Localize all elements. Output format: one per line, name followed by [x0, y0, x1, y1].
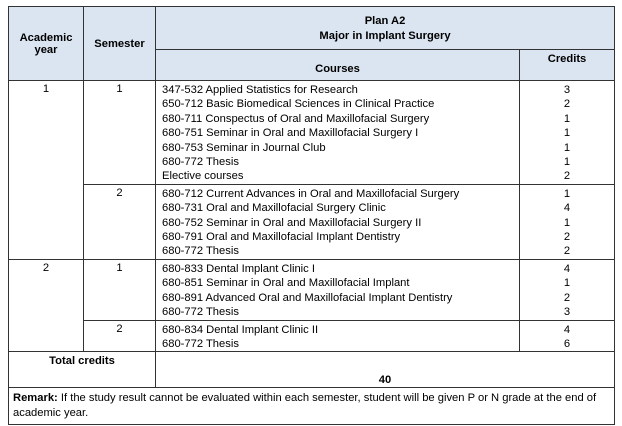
- header-credits: Credits: [520, 50, 615, 81]
- course-list: [156, 320, 520, 352]
- credit-value: 2: [563, 291, 571, 304]
- course-item: 680-752 Seminar in Oral and Maxillofacial Surgery II: [162, 216, 422, 229]
- table-row: [9, 184, 615, 259]
- credit-value: 4: [563, 323, 571, 336]
- total-credits-label: Total credits: [9, 352, 156, 388]
- table-row: [9, 320, 615, 352]
- table-row: [9, 259, 615, 320]
- remark-row: [9, 388, 615, 425]
- credit-value: 1: [563, 187, 571, 200]
- credit-value: 1: [563, 216, 571, 229]
- credit-value: 2: [563, 170, 571, 183]
- total-credits-value: 40: [156, 352, 615, 388]
- course-item: 680-772 Thesis: [162, 156, 239, 169]
- credit-list: [520, 320, 615, 352]
- course-item: 680-833 Dental Implant Clinic I: [162, 262, 315, 275]
- credit-value: 4: [563, 202, 571, 215]
- semester-cell: 1: [84, 259, 156, 320]
- credit-value: 3: [563, 306, 571, 319]
- study-plan-table: [8, 6, 615, 425]
- credit-value: 6: [563, 337, 571, 350]
- credit-value: 1: [563, 141, 571, 154]
- course-item: 680-753 Seminar in Journal Club: [162, 141, 326, 154]
- course-item: 680-751 Seminar in Oral and Maxillofacial Surgery I: [162, 127, 419, 140]
- course-item: 680-791 Oral and Maxillofacial Implant Dentistry: [162, 231, 401, 244]
- credit-value: 1: [563, 277, 571, 290]
- credit-list: [520, 81, 615, 185]
- course-item: 680-731 Oral and Maxillofacial Surgery Clinic: [162, 202, 386, 215]
- credit-value: 3: [563, 84, 571, 96]
- course-list: [156, 184, 520, 259]
- semester-cell: 1: [84, 81, 156, 185]
- credit-value: 4: [563, 262, 571, 275]
- course-item: 680-851 Seminar in Oral and Maxillofacial Implant: [162, 277, 410, 290]
- credit-list: [520, 259, 615, 320]
- credit-value: 2: [563, 245, 571, 258]
- header-plan-title: [156, 7, 615, 50]
- credit-value: 1: [563, 156, 571, 169]
- header-courses: Courses: [156, 50, 520, 81]
- course-item: 680-891 Advanced Oral and Maxillofacial Implant Dentistry: [162, 291, 453, 304]
- credit-value: 2: [563, 98, 571, 111]
- header-semester: Semester: [84, 7, 156, 81]
- credit-value: 1: [563, 127, 571, 140]
- remark: [9, 388, 615, 425]
- semester-cell: 2: [84, 320, 156, 352]
- year-cell: 2: [9, 259, 84, 351]
- course-item: 347-532 Applied Statistics for Research: [162, 84, 358, 96]
- year-cell: 1: [9, 81, 84, 260]
- course-item: 680-772 Thesis: [162, 306, 239, 319]
- course-item: 680-711 Conspectus of Oral and Maxillofacial Surgery: [162, 112, 430, 125]
- total-row: [9, 352, 615, 388]
- course-item: 680-712 Current Advances in Oral and Maxillofacial Surgery: [162, 187, 460, 200]
- credit-value: 2: [563, 231, 571, 244]
- credit-value: 1: [563, 112, 571, 125]
- course-item: 680-772 Thesis: [162, 337, 239, 350]
- course-list: [156, 259, 520, 320]
- plan-name: Plan A2: [364, 15, 406, 27]
- course-item: Elective courses: [162, 170, 244, 183]
- course-item: 680-772 Thesis: [162, 245, 239, 258]
- course-item: 680-834 Dental Implant Clinic II: [162, 323, 319, 336]
- semester-cell: 2: [84, 184, 156, 259]
- remark-label: Remark:: [13, 392, 58, 405]
- remark-text: If the study result cannot be evaluated within each semester, student will be given P or N grade at the end of academic year.: [13, 392, 597, 419]
- course-list: [156, 81, 520, 185]
- header-academic-year: Academic year: [9, 7, 84, 81]
- table-row: [9, 81, 615, 185]
- course-item: 650-712 Basic Biomedical Sciences in Clinical Practice: [162, 98, 435, 111]
- major-name: Major in Implant Surgery: [319, 30, 451, 42]
- credit-list: [520, 184, 615, 259]
